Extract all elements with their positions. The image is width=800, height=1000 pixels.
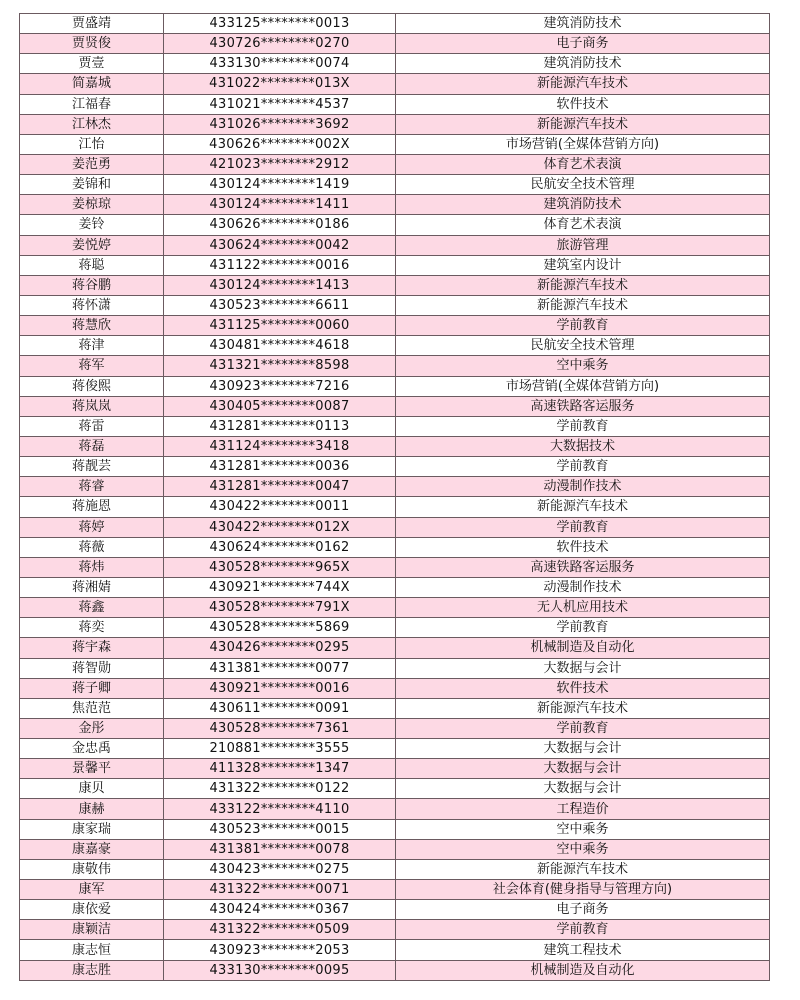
id-number-cell: 430528********5869 (164, 618, 396, 638)
student-name-cell: 姜铃 (20, 215, 164, 235)
major-cell: 大数据与会计 (396, 759, 770, 779)
major-cell: 工程造价 (396, 799, 770, 819)
id-number-cell: 430528********7361 (164, 718, 396, 738)
major-cell: 市场营销(全媒体营销方向) (396, 376, 770, 396)
student-name-cell: 江怡 (20, 134, 164, 154)
major-cell: 新能源汽车技术 (396, 295, 770, 315)
id-number-cell: 431122********0016 (164, 255, 396, 275)
table-row (20, 275, 770, 295)
table-row (20, 839, 770, 859)
id-number-cell: 431124********3418 (164, 436, 396, 456)
table-row (20, 799, 770, 819)
table-row (20, 175, 770, 195)
student-name-cell: 蒋薇 (20, 537, 164, 557)
table-row (20, 436, 770, 456)
table-row (20, 154, 770, 174)
id-number-cell: 430923********7216 (164, 376, 396, 396)
student-name-cell: 焦范范 (20, 698, 164, 718)
major-cell: 学前教育 (396, 618, 770, 638)
id-number-cell: 430923********2053 (164, 940, 396, 960)
table-row (20, 618, 770, 638)
id-number-cell: 430422********012X (164, 517, 396, 537)
student-name-cell: 江福春 (20, 94, 164, 114)
major-cell: 大数据与会计 (396, 739, 770, 759)
major-cell: 体育艺术表演 (396, 154, 770, 174)
student-name-cell: 金忠禹 (20, 739, 164, 759)
major-cell: 新能源汽车技术 (396, 114, 770, 134)
id-number-cell: 431381********0078 (164, 839, 396, 859)
student-name-cell: 姜椋琼 (20, 195, 164, 215)
id-number-cell: 430624********0162 (164, 537, 396, 557)
major-cell: 建筑室内设计 (396, 255, 770, 275)
table-row (20, 376, 770, 396)
major-cell: 软件技术 (396, 537, 770, 557)
id-number-cell: 433122********4110 (164, 799, 396, 819)
major-cell: 空中乘务 (396, 356, 770, 376)
student-name-cell: 蒋施恩 (20, 497, 164, 517)
id-number-cell: 411328********1347 (164, 759, 396, 779)
student-name-cell: 蒋磊 (20, 436, 164, 456)
id-number-cell: 431381********0077 (164, 658, 396, 678)
student-name-cell: 康赫 (20, 799, 164, 819)
table-row (20, 195, 770, 215)
id-number-cell: 430426********0295 (164, 638, 396, 658)
id-number-cell: 431322********0071 (164, 880, 396, 900)
id-number-cell: 431021********4537 (164, 94, 396, 114)
table-row (20, 960, 770, 980)
major-cell: 建筑消防技术 (396, 195, 770, 215)
major-cell: 大数据与会计 (396, 658, 770, 678)
table-row (20, 718, 770, 738)
id-number-cell: 430424********0367 (164, 900, 396, 920)
major-cell: 软件技术 (396, 678, 770, 698)
table-row (20, 356, 770, 376)
id-number-cell: 430523********6611 (164, 295, 396, 315)
student-name-cell: 康嘉豪 (20, 839, 164, 859)
student-name-cell: 蒋津 (20, 336, 164, 356)
id-number-cell: 431322********0509 (164, 920, 396, 940)
student-name-cell: 姜锦和 (20, 175, 164, 195)
id-number-cell: 430124********1419 (164, 175, 396, 195)
major-cell: 高速铁路客运服务 (396, 557, 770, 577)
student-name-cell: 蒋婷 (20, 517, 164, 537)
table-row (20, 880, 770, 900)
student-name-cell: 康依爱 (20, 900, 164, 920)
major-cell: 学前教育 (396, 517, 770, 537)
major-cell: 新能源汽车技术 (396, 497, 770, 517)
major-cell: 市场营销(全媒体营销方向) (396, 134, 770, 154)
id-number-cell: 431022********013X (164, 74, 396, 94)
student-name-cell: 蒋岚岚 (20, 396, 164, 416)
major-cell: 大数据技术 (396, 436, 770, 456)
student-name-cell: 江林杰 (20, 114, 164, 134)
id-number-cell: 431281********0113 (164, 416, 396, 436)
id-number-cell: 430124********1411 (164, 195, 396, 215)
student-name-cell: 简嘉城 (20, 74, 164, 94)
id-number-cell: 430921********744X (164, 577, 396, 597)
table-row (20, 457, 770, 477)
roster-body (20, 14, 770, 981)
table-row (20, 255, 770, 275)
major-cell: 电子商务 (396, 34, 770, 54)
student-name-cell: 蒋雷 (20, 416, 164, 436)
student-name-cell: 蒋谷鹏 (20, 275, 164, 295)
student-name-cell: 蒋军 (20, 356, 164, 376)
table-row (20, 316, 770, 336)
id-number-cell: 433130********0074 (164, 54, 396, 74)
student-name-cell: 蒋奕 (20, 618, 164, 638)
student-name-cell: 康志恒 (20, 940, 164, 960)
table-row (20, 779, 770, 799)
student-name-cell: 蒋慧欣 (20, 316, 164, 336)
table-row (20, 819, 770, 839)
id-number-cell: 433125********0013 (164, 14, 396, 34)
major-cell: 学前教育 (396, 457, 770, 477)
student-name-cell: 蒋聪 (20, 255, 164, 275)
id-number-cell: 430523********0015 (164, 819, 396, 839)
major-cell: 新能源汽车技术 (396, 859, 770, 879)
major-cell: 高速铁路客运服务 (396, 396, 770, 416)
table-row (20, 678, 770, 698)
table-row (20, 658, 770, 678)
id-number-cell: 430405********0087 (164, 396, 396, 416)
major-cell: 机械制造及自动化 (396, 960, 770, 980)
id-number-cell: 430423********0275 (164, 859, 396, 879)
table-row (20, 295, 770, 315)
student-name-cell: 蒋子卿 (20, 678, 164, 698)
major-cell: 新能源汽车技术 (396, 698, 770, 718)
major-cell: 民航安全技术管理 (396, 336, 770, 356)
student-name-cell: 贾盛靖 (20, 14, 164, 34)
table-row (20, 215, 770, 235)
student-name-cell: 蒋睿 (20, 477, 164, 497)
table-row (20, 477, 770, 497)
student-name-cell: 金彤 (20, 718, 164, 738)
id-number-cell: 431281********0036 (164, 457, 396, 477)
major-cell: 动漫制作技术 (396, 577, 770, 597)
table-row (20, 698, 770, 718)
student-name-cell: 蒋宇森 (20, 638, 164, 658)
table-row (20, 577, 770, 597)
table-row (20, 920, 770, 940)
id-number-cell: 421023********2912 (164, 154, 396, 174)
major-cell: 新能源汽车技术 (396, 74, 770, 94)
major-cell: 学前教育 (396, 718, 770, 738)
major-cell: 无人机应用技术 (396, 598, 770, 618)
table-row (20, 336, 770, 356)
major-cell: 建筑工程技术 (396, 940, 770, 960)
student-name-cell: 姜悦婷 (20, 235, 164, 255)
major-cell: 空中乘务 (396, 839, 770, 859)
id-number-cell: 430124********1413 (164, 275, 396, 295)
table-row (20, 940, 770, 960)
student-name-cell: 贾贤俊 (20, 34, 164, 54)
major-cell: 新能源汽车技术 (396, 275, 770, 295)
id-number-cell: 430422********0011 (164, 497, 396, 517)
table-row (20, 598, 770, 618)
table-row (20, 74, 770, 94)
major-cell: 动漫制作技术 (396, 477, 770, 497)
table-row (20, 114, 770, 134)
id-number-cell: 430726********0270 (164, 34, 396, 54)
id-number-cell: 430481********4618 (164, 336, 396, 356)
student-name-cell: 蒋湘婧 (20, 577, 164, 597)
major-cell: 机械制造及自动化 (396, 638, 770, 658)
table-row (20, 557, 770, 577)
student-name-cell: 蒋智勋 (20, 658, 164, 678)
major-cell: 学前教育 (396, 416, 770, 436)
table-row (20, 859, 770, 879)
student-name-cell: 蒋怀潇 (20, 295, 164, 315)
student-name-cell: 康军 (20, 880, 164, 900)
id-number-cell: 431125********0060 (164, 316, 396, 336)
major-cell: 大数据与会计 (396, 779, 770, 799)
student-name-cell: 蒋靓芸 (20, 457, 164, 477)
id-number-cell: 430921********0016 (164, 678, 396, 698)
student-name-cell: 蒋炜 (20, 557, 164, 577)
major-cell: 建筑消防技术 (396, 54, 770, 74)
id-number-cell: 430626********002X (164, 134, 396, 154)
student-name-cell: 康家瑞 (20, 819, 164, 839)
table-row (20, 739, 770, 759)
major-cell: 空中乘务 (396, 819, 770, 839)
table-row (20, 638, 770, 658)
id-number-cell: 430528********791X (164, 598, 396, 618)
student-name-cell: 蒋鑫 (20, 598, 164, 618)
student-name-cell: 康贝 (20, 779, 164, 799)
major-cell: 民航安全技术管理 (396, 175, 770, 195)
id-number-cell: 431026********3692 (164, 114, 396, 134)
id-number-cell: 430624********0042 (164, 235, 396, 255)
table-row (20, 54, 770, 74)
id-number-cell: 431322********0122 (164, 779, 396, 799)
id-number-cell: 431281********0047 (164, 477, 396, 497)
table-row (20, 14, 770, 34)
table-row (20, 134, 770, 154)
table-row (20, 235, 770, 255)
student-name-cell: 康敬伟 (20, 859, 164, 879)
major-cell: 体育艺术表演 (396, 215, 770, 235)
student-roster-table (19, 13, 770, 981)
table-row (20, 416, 770, 436)
table-row (20, 497, 770, 517)
table-row (20, 759, 770, 779)
id-number-cell: 433130********0095 (164, 960, 396, 980)
major-cell: 社会体育(健身指导与管理方向) (396, 880, 770, 900)
student-name-cell: 康志胜 (20, 960, 164, 980)
major-cell: 学前教育 (396, 316, 770, 336)
student-name-cell: 姜范勇 (20, 154, 164, 174)
id-number-cell: 430611********0091 (164, 698, 396, 718)
table-row (20, 34, 770, 54)
id-number-cell: 430626********0186 (164, 215, 396, 235)
student-name-cell: 贾壹 (20, 54, 164, 74)
id-number-cell: 431321********8598 (164, 356, 396, 376)
student-name-cell: 景馨平 (20, 759, 164, 779)
major-cell: 软件技术 (396, 94, 770, 114)
major-cell: 旅游管理 (396, 235, 770, 255)
table-row (20, 537, 770, 557)
table-row (20, 94, 770, 114)
major-cell: 建筑消防技术 (396, 14, 770, 34)
student-name-cell: 康颖洁 (20, 920, 164, 940)
major-cell: 学前教育 (396, 920, 770, 940)
table-row (20, 396, 770, 416)
major-cell: 电子商务 (396, 900, 770, 920)
student-name-cell: 蒋俊熙 (20, 376, 164, 396)
id-number-cell: 210881********3555 (164, 739, 396, 759)
table-row (20, 517, 770, 537)
table-row (20, 900, 770, 920)
id-number-cell: 430528********965X (164, 557, 396, 577)
